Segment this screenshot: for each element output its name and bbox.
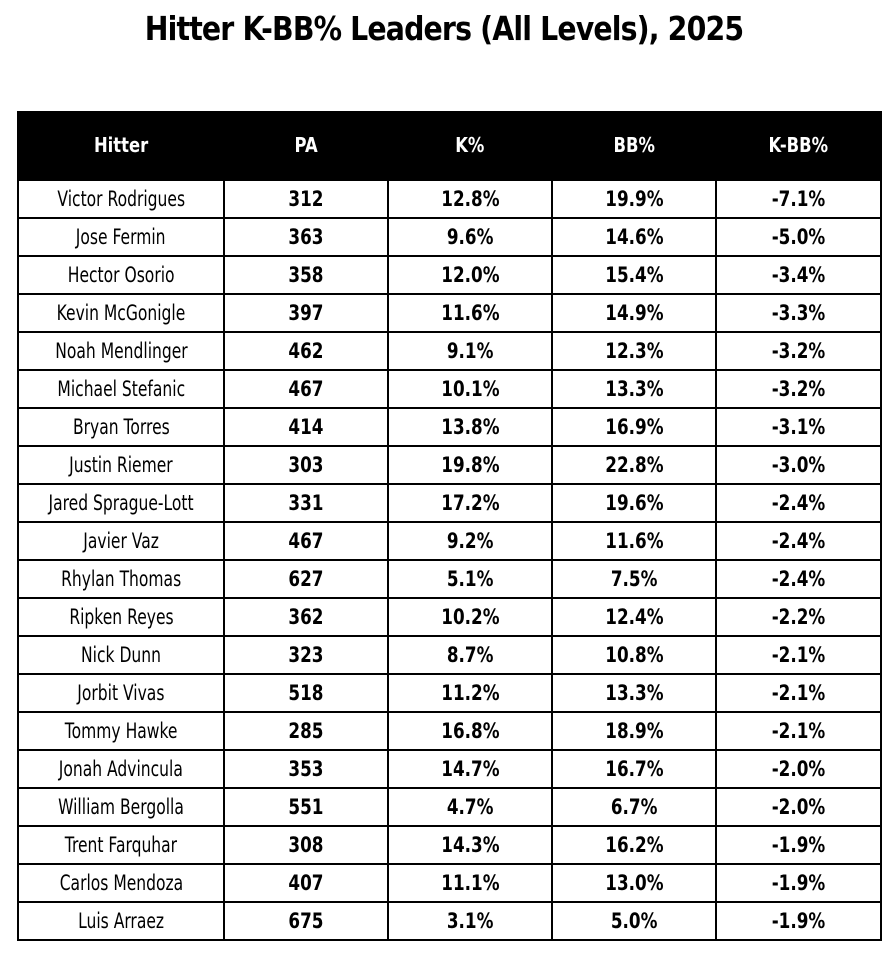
k-bb-pct-cell: -2.0% — [716, 750, 881, 788]
bb-pct-cell: 12.3% — [552, 332, 716, 370]
k-bb-pct-cell: -3.1% — [716, 408, 881, 446]
k-pct-cell: 3.1% — [388, 902, 552, 940]
k-bb-pct-cell: -7.1% — [716, 180, 881, 218]
k-bb-pct-cell: -1.9% — [716, 864, 881, 902]
pa-cell: 462 — [224, 332, 388, 370]
table-row — [18, 712, 881, 750]
k-bb-pct-cell: -2.1% — [716, 712, 881, 750]
pa-cell: 518 — [224, 674, 388, 712]
pa-cell: 414 — [224, 408, 388, 446]
k-bb-pct-cell: -2.2% — [716, 598, 881, 636]
table-row — [18, 294, 881, 332]
bb-pct-cell: 7.5% — [552, 560, 716, 598]
k-bb-pct-cell: -2.1% — [716, 636, 881, 674]
bb-pct-cell: 13.3% — [552, 674, 716, 712]
table-row — [18, 560, 881, 598]
k-pct-cell: 16.8% — [388, 712, 552, 750]
table-row — [18, 674, 881, 712]
hitter-cell: Jose Fermin — [18, 218, 224, 256]
pa-cell: 303 — [224, 446, 388, 484]
table-row — [18, 598, 881, 636]
pa-cell: 397 — [224, 294, 388, 332]
bb-pct-cell: 5.0% — [552, 902, 716, 940]
pa-cell: 308 — [224, 826, 388, 864]
k-pct-cell: 14.3% — [388, 826, 552, 864]
k-bb-pct-cell: -3.2% — [716, 332, 881, 370]
k-bb-pct-cell: -3.0% — [716, 446, 881, 484]
bb-pct-cell: 16.2% — [552, 826, 716, 864]
k-bb-pct-cell: -5.0% — [716, 218, 881, 256]
table-row — [18, 446, 881, 484]
table-row — [18, 256, 881, 294]
pa-cell: 363 — [224, 218, 388, 256]
column-header-k-pct: K% — [388, 111, 552, 180]
k-pct-cell: 13.8% — [388, 408, 552, 446]
table-row — [18, 826, 881, 864]
k-bb-pct-cell: -3.4% — [716, 256, 881, 294]
k-pct-cell: 5.1% — [388, 560, 552, 598]
leaders-table — [17, 111, 882, 941]
bb-pct-cell: 19.9% — [552, 180, 716, 218]
k-pct-cell: 19.8% — [388, 446, 552, 484]
k-pct-cell: 9.6% — [388, 218, 552, 256]
k-pct-cell: 17.2% — [388, 484, 552, 522]
column-header-pa: PA — [224, 111, 388, 180]
k-bb-pct-cell: -3.2% — [716, 370, 881, 408]
pa-cell: 467 — [224, 522, 388, 560]
k-pct-cell: 11.6% — [388, 294, 552, 332]
table-row — [18, 370, 881, 408]
k-bb-pct-cell: -2.4% — [716, 522, 881, 560]
bb-pct-cell: 6.7% — [552, 788, 716, 826]
table-row — [18, 636, 881, 674]
hitter-cell: Tommy Hawke — [18, 712, 224, 750]
hitter-cell: Jared Sprague-Lott — [18, 484, 224, 522]
hitter-cell: Noah Mendlinger — [18, 332, 224, 370]
k-bb-pct-cell: -2.4% — [716, 484, 881, 522]
table-row — [18, 408, 881, 446]
k-bb-pct-cell: -2.0% — [716, 788, 881, 826]
k-bb-pct-cell: -2.4% — [716, 560, 881, 598]
hitter-cell: Michael Stefanic — [18, 370, 224, 408]
hitter-cell: Carlos Mendoza — [18, 864, 224, 902]
column-header-k-bb-pct: K-BB% — [716, 111, 881, 180]
bb-pct-cell: 22.8% — [552, 446, 716, 484]
bb-pct-cell: 15.4% — [552, 256, 716, 294]
pa-cell: 675 — [224, 902, 388, 940]
chart-title: Hitter K-BB% Leaders (All Levels), 2025 — [144, 9, 744, 48]
bb-pct-cell: 16.9% — [552, 408, 716, 446]
bb-pct-cell: 11.6% — [552, 522, 716, 560]
k-pct-cell: 9.1% — [388, 332, 552, 370]
bb-pct-cell: 14.6% — [552, 218, 716, 256]
hitter-cell: Javier Vaz — [18, 522, 224, 560]
bb-pct-cell: 10.8% — [552, 636, 716, 674]
pa-cell: 407 — [224, 864, 388, 902]
k-bb-pct-cell: -1.9% — [716, 826, 881, 864]
hitter-cell: Jonah Advincula — [18, 750, 224, 788]
k-pct-cell: 10.1% — [388, 370, 552, 408]
k-pct-cell: 12.0% — [388, 256, 552, 294]
bb-pct-cell: 14.9% — [552, 294, 716, 332]
k-pct-cell: 4.7% — [388, 788, 552, 826]
hitter-cell: Justin Riemer — [18, 446, 224, 484]
k-pct-cell: 14.7% — [388, 750, 552, 788]
table-row — [18, 484, 881, 522]
table-row — [18, 750, 881, 788]
pa-cell: 627 — [224, 560, 388, 598]
bb-pct-cell: 12.4% — [552, 598, 716, 636]
header-row — [18, 111, 881, 180]
k-pct-cell: 12.8% — [388, 180, 552, 218]
k-pct-cell: 10.2% — [388, 598, 552, 636]
pa-cell: 358 — [224, 256, 388, 294]
k-pct-cell: 11.2% — [388, 674, 552, 712]
bb-pct-cell: 13.0% — [552, 864, 716, 902]
k-bb-pct-cell: -3.3% — [716, 294, 881, 332]
table-row — [18, 522, 881, 560]
pa-cell: 285 — [224, 712, 388, 750]
hitter-cell: Kevin McGonigle — [18, 294, 224, 332]
table-row — [18, 180, 881, 218]
bb-pct-cell: 16.7% — [552, 750, 716, 788]
pa-cell: 467 — [224, 370, 388, 408]
pa-cell: 323 — [224, 636, 388, 674]
pa-cell: 362 — [224, 598, 388, 636]
pa-cell: 331 — [224, 484, 388, 522]
table-header — [18, 111, 881, 180]
bb-pct-cell: 13.3% — [552, 370, 716, 408]
table-row — [18, 788, 881, 826]
table-row — [18, 218, 881, 256]
hitter-cell: Rhylan Thomas — [18, 560, 224, 598]
bb-pct-cell: 19.6% — [552, 484, 716, 522]
table-row — [18, 864, 881, 902]
table-row — [18, 902, 881, 940]
hitter-cell: Hector Osorio — [18, 256, 224, 294]
table-body — [18, 180, 881, 940]
pa-cell: 551 — [224, 788, 388, 826]
pa-cell: 353 — [224, 750, 388, 788]
k-pct-cell: 11.1% — [388, 864, 552, 902]
hitter-cell: Ripken Reyes — [18, 598, 224, 636]
pa-cell: 312 — [224, 180, 388, 218]
k-bb-pct-cell: -1.9% — [716, 902, 881, 940]
table-row — [18, 332, 881, 370]
hitter-cell: William Bergolla — [18, 788, 224, 826]
k-pct-cell: 9.2% — [388, 522, 552, 560]
k-bb-pct-cell: -2.1% — [716, 674, 881, 712]
hitter-cell: Bryan Torres — [18, 408, 224, 446]
hitter-cell: Jorbit Vivas — [18, 674, 224, 712]
k-pct-cell: 8.7% — [388, 636, 552, 674]
column-header-hitter: Hitter — [18, 111, 224, 180]
hitter-cell: Victor Rodrigues — [18, 180, 224, 218]
bb-pct-cell: 18.9% — [552, 712, 716, 750]
hitter-cell: Trent Farquhar — [18, 826, 224, 864]
column-header-bb-pct: BB% — [552, 111, 716, 180]
hitter-cell: Luis Arraez — [18, 902, 224, 940]
hitter-cell: Nick Dunn — [18, 636, 224, 674]
